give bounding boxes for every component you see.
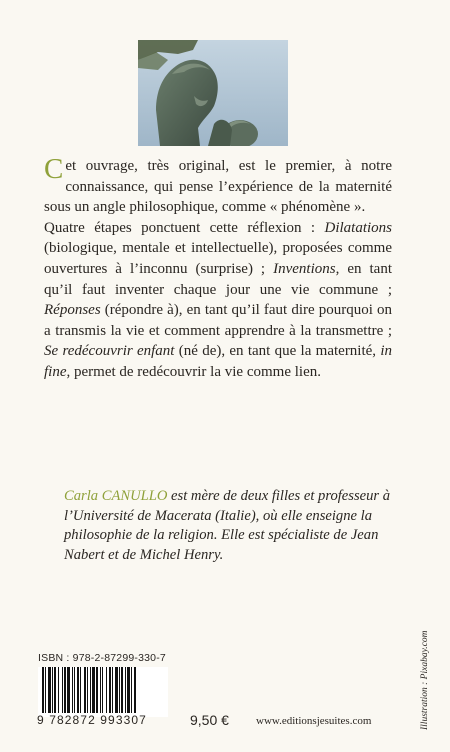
statue-photo-icon: [138, 40, 288, 146]
cover-photo: [138, 40, 288, 146]
isbn: ISBN : 978-2-87299-330-7: [38, 652, 166, 664]
paragraph-2-text: (né de), en tant que la maternité,: [174, 343, 381, 360]
publisher-website: www.editionsjesuites.com: [256, 715, 372, 727]
stage-reponses: Réponses: [44, 302, 101, 319]
author-name: Carla CANULLO: [64, 488, 168, 504]
drop-cap: C: [44, 153, 64, 185]
paragraph-2-text: Quatre étapes ponctuent cette réflexion :: [44, 219, 325, 236]
illustration-credit: Illustration : Pixabay.com: [420, 630, 430, 730]
stage-se-redecouvrir-enfant: Se redécouvrir enfant: [44, 343, 175, 360]
phrase-in-fine: in fine: [44, 343, 393, 380]
description-paragraph-1: [44, 153, 392, 218]
paragraph-2-text: , en tant qu’il faut inventer chaque jour une vie commune ;: [44, 260, 392, 298]
stage-dilatations: Dilatations: [324, 219, 392, 236]
barcode-icon: [38, 667, 168, 713]
paragraph-2-text: , permet de redécouvrir la vie comme lien.: [66, 363, 321, 380]
paragraph-1-text: et ouvrage, très original, est le premier, à notre connaissance, qui pense l’expérience de la maternité sous un angle philosophique, comme « phénomène ».: [44, 158, 392, 216]
paragraph-2-text: (répondre à), en tant qu’il faut dire pourquoi on a transmis la vie et comment apprendre à la transmettre ;: [44, 302, 392, 339]
author-bio: [64, 487, 398, 565]
barcode: [38, 667, 168, 717]
description-paragraph-2: [44, 218, 392, 383]
price: 9,50 €: [190, 712, 229, 728]
description: [44, 153, 393, 383]
author-bio-text: est mère de deux filles et professeur à l’Université de Macerata (Italie), où elle enseigne la philosophie de la religion. Elle est spécialiste de Jean Nabert et de Michel Henry.: [64, 488, 391, 563]
stage-inventions: Inventions: [273, 260, 336, 277]
paragraph-2-text: (biologique, mentale et intellectuelle), proposées comme ouvertures à l’inconnu (surprise) ;: [44, 240, 392, 277]
barcode-digits: 9 782872 993307: [37, 713, 147, 727]
